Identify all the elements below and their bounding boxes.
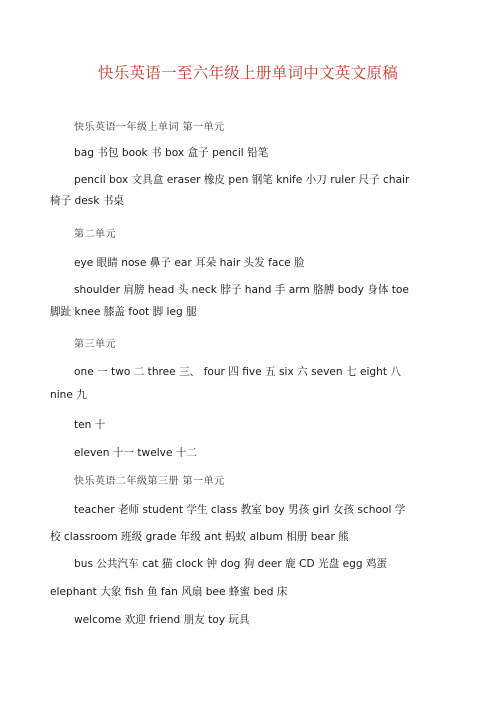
vocab-line: eye 眼睛 nose 鼻子 ear 耳朵 hair 头发 face 脸 [74, 257, 305, 269]
vocab-line: teacher 老师 student 学生 class 教室 boy 男孩 girl 女孩 school 学 [74, 504, 406, 516]
vocab-line: bus 公共汽车 cat 猫 clock 钟 dog 狗 deer 鹿 CD 光盘 egg 鸡蛋 [74, 558, 388, 570]
vocab-line: elephant 大象 fish 鱼 fan 风扇 bee 蜂蜜 bed 床 [50, 586, 288, 598]
vocab-line: bag 书包 book 书 box 盒子 pencil 铅笔 [74, 147, 269, 159]
section-heading: 快乐英语二年级第三册 第一单元 [74, 476, 225, 487]
vocab-line: eleven 十一 twelve 十二 [74, 447, 198, 459]
vocab-line: welcome 欢迎 friend 朋友 toy 玩具 [74, 614, 250, 626]
document-title: 快乐英语一至六年级上册单词中文英文原稿 [97, 64, 399, 82]
vocab-line: 椅子 desk 书桌 [50, 195, 125, 207]
section-heading: 第三单元 [74, 339, 116, 350]
vocab-line: ten 十 [74, 419, 106, 431]
section-heading: 第二单元 [74, 229, 116, 240]
vocab-line: 脚趾 knee 膝盖 foot 脚 leg 腿 [50, 306, 197, 318]
vocab-line: pencil box 文具盒 eraser 橡皮 pen 钢笔 knife 小刀 ruler 尺子 chair [74, 174, 410, 186]
vocab-line: nine 九 [50, 389, 87, 401]
vocab-line: shoulder 肩膀 head 头 neck 脖子 hand 手 arm 胳膊 body 身体 toe [74, 284, 409, 296]
vocab-line: one 一 two 二 three 三、 four 四 five 五 six 六 seven 七 eight 八 [74, 366, 401, 378]
vocab-line: 校 classroom 班级 grade 年级 ant 蚂蚁 album 相册 bear 熊 [50, 531, 349, 543]
section-heading: 快乐英语一年级上单词 第一单元 [74, 122, 225, 133]
